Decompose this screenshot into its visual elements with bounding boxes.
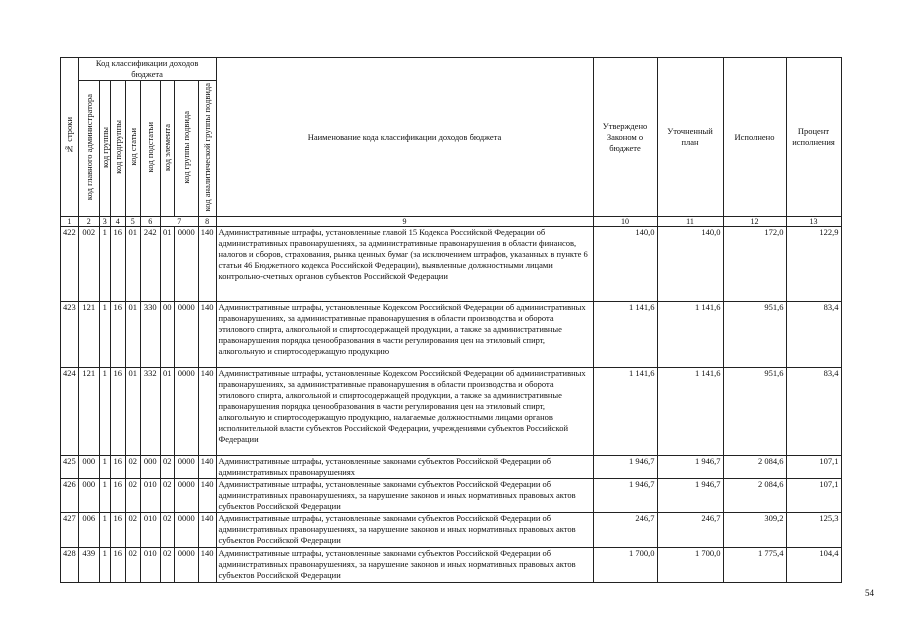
cell-no: 425: [61, 456, 79, 479]
cell-name: Административные штрафы, установленные законами субъектов Российской Федерации об административных правонарушениях, за нарушение законов и иных нормативных правовых актов субъектов Российской Федерации: [216, 513, 593, 548]
table-row: [61, 368, 842, 456]
cell-sg: 16: [110, 302, 125, 368]
cell-executed: 951,6: [723, 302, 786, 368]
table-row: [61, 548, 842, 583]
cell-no: 424: [61, 368, 79, 456]
header-refined: Уточненный план: [657, 58, 723, 217]
cell-g: 1: [99, 227, 110, 302]
cell-refined: 1 141,6: [657, 302, 723, 368]
cell-approved: 1 946,7: [593, 479, 657, 513]
cell-approved: 1 946,7: [593, 456, 657, 479]
cell-no: 423: [61, 302, 79, 368]
cell-refined: 1 700,0: [657, 548, 723, 583]
cell-name: Административные штрафы, установленные законами субъектов Российской Федерации об административных правонарушениях: [216, 456, 593, 479]
cell-sub: 330: [140, 302, 160, 368]
cell-approved: 1 141,6: [593, 302, 657, 368]
header-article: код статьи: [125, 81, 140, 217]
cell-admin: 121: [78, 302, 99, 368]
cell-executed: 2 084,6: [723, 456, 786, 479]
page-number: 54: [865, 588, 874, 598]
header-subarticle: код подстатьи: [140, 81, 160, 217]
budget-revenue-table: [60, 57, 842, 583]
cell-pg: 0000: [174, 456, 198, 479]
cell-art: 02: [125, 548, 140, 583]
cell-executed: 172,0: [723, 227, 786, 302]
cell-pg: 0000: [174, 368, 198, 456]
cell-g: 1: [99, 548, 110, 583]
cell-name: Административные штрафы, установленные законами субъектов Российской Федерации об административных правонарушениях, за нарушение законов и иных нормативных правовых актов субъектов Российской Федерации: [216, 479, 593, 513]
col-num: 5: [125, 217, 140, 227]
cell-an: 140: [198, 513, 216, 548]
cell-approved: 246,7: [593, 513, 657, 548]
cell-no: 428: [61, 548, 79, 583]
cell-an: 140: [198, 548, 216, 583]
cell-admin: 000: [78, 456, 99, 479]
cell-no: 427: [61, 513, 79, 548]
cell-admin: 006: [78, 513, 99, 548]
cell-executed: 2 084,6: [723, 479, 786, 513]
cell-art: 02: [125, 513, 140, 548]
col-num: 3: [99, 217, 110, 227]
cell-an: 140: [198, 368, 216, 456]
cell-percent: 122,9: [786, 227, 841, 302]
cell-percent: 104,4: [786, 548, 841, 583]
col-num: 12: [723, 217, 786, 227]
header-approved: Утверждено Законом о бюджете: [593, 58, 657, 217]
cell-sg: 16: [110, 548, 125, 583]
cell-name: Административные штрафы, установленные Кодексом Российской Федерации об административных правонарушениях, за административные правонарушения в области производства и оборота этилового спирта, алкогольной и спиртосодержащей продукции, а также за административные правонарушения порядка ценообразования в части регулирования цен на этиловый спирт, алкогольную и спиртосодержащую продукцию: [216, 302, 593, 368]
col-num: 10: [593, 217, 657, 227]
header-row-no: № строки: [61, 58, 79, 217]
cell-el: 02: [160, 479, 174, 513]
cell-approved: 1 700,0: [593, 548, 657, 583]
cell-approved: 140,0: [593, 227, 657, 302]
col-num: 1: [61, 217, 79, 227]
header-subgroup: код подгруппы: [110, 81, 125, 217]
header-percent: Процент исполнения: [786, 58, 841, 217]
column-number-row: [61, 217, 842, 227]
cell-pg: 0000: [174, 479, 198, 513]
cell-pg: 0000: [174, 227, 198, 302]
cell-an: 140: [198, 302, 216, 368]
header-element: код элемента: [160, 81, 174, 217]
header-executed: Исполнено: [723, 58, 786, 217]
cell-art: 01: [125, 368, 140, 456]
col-num: 2: [78, 217, 99, 227]
cell-el: 02: [160, 548, 174, 583]
cell-art: 01: [125, 227, 140, 302]
table-row: [61, 456, 842, 479]
cell-g: 1: [99, 368, 110, 456]
cell-sg: 16: [110, 479, 125, 513]
cell-refined: 140,0: [657, 227, 723, 302]
col-num: 11: [657, 217, 723, 227]
cell-el: 00: [160, 302, 174, 368]
cell-g: 1: [99, 479, 110, 513]
cell-admin: 000: [78, 479, 99, 513]
col-num: 8: [198, 217, 216, 227]
cell-admin: 002: [78, 227, 99, 302]
cell-admin: 121: [78, 368, 99, 456]
table-row: [61, 227, 842, 302]
header-name: Наименование кода классификации доходов бюджета: [216, 58, 593, 217]
cell-sub: 000: [140, 456, 160, 479]
cell-refined: 1 946,7: [657, 479, 723, 513]
cell-percent: 83,4: [786, 368, 841, 456]
cell-percent: 107,1: [786, 456, 841, 479]
cell-percent: 125,3: [786, 513, 841, 548]
cell-sg: 16: [110, 368, 125, 456]
cell-executed: 1 775,4: [723, 548, 786, 583]
cell-sub: 010: [140, 548, 160, 583]
col-num: 9: [216, 217, 593, 227]
cell-refined: 1 141,6: [657, 368, 723, 456]
cell-approved: 1 141,6: [593, 368, 657, 456]
cell-name: Административные штрафы, установленные Кодексом Российской Федерации об административных правонарушениях, за административные правонарушения в области производства и оборота этилового спирта, алкогольной и спиртосодержащей продукции, а также за административные правонарушения порядка ценообразования в части регулирования цен на этиловый спирт, алкогольную и спиртосодержащую продукцию, налагаемые должностными лицами органов исполнительной власти субъектов Российской Федерации, учреждениями субъектов Российской Федерации: [216, 368, 593, 456]
cell-an: 140: [198, 456, 216, 479]
col-num: 13: [786, 217, 841, 227]
cell-pg: 0000: [174, 513, 198, 548]
cell-no: 422: [61, 227, 79, 302]
cell-g: 1: [99, 513, 110, 548]
cell-el: 01: [160, 368, 174, 456]
cell-percent: 83,4: [786, 302, 841, 368]
cell-name: Административные штрафы, установленные главой 15 Кодекса Российской Федерации об административных правонарушениях, за административные правонарушения в области финансов, налогов и сборов, страхования, рынка ценных бумаг (за исключением штрафов, указанных в пункте 6 статьи 46 Бюджетного кодекса Российской Федерации), выявленные должностными лицами контрольно-счетных органов субъектов Российской Федерации: [216, 227, 593, 302]
cell-sub: 010: [140, 513, 160, 548]
cell-pg: 0000: [174, 302, 198, 368]
cell-g: 1: [99, 456, 110, 479]
cell-sg: 16: [110, 513, 125, 548]
cell-el: 01: [160, 227, 174, 302]
header-prog-group: код группы подвида: [174, 81, 198, 217]
cell-el: 02: [160, 513, 174, 548]
cell-sg: 16: [110, 456, 125, 479]
cell-sg: 16: [110, 227, 125, 302]
header-admin: код главного администратора: [78, 81, 99, 217]
cell-art: 02: [125, 479, 140, 513]
cell-el: 02: [160, 456, 174, 479]
cell-an: 140: [198, 227, 216, 302]
cell-sub: 332: [140, 368, 160, 456]
cell-an: 140: [198, 479, 216, 513]
cell-executed: 951,6: [723, 368, 786, 456]
cell-executed: 309,2: [723, 513, 786, 548]
table-row: [61, 513, 842, 548]
cell-percent: 107,1: [786, 479, 841, 513]
cell-sub: 242: [140, 227, 160, 302]
col-num: 6: [140, 217, 160, 227]
cell-art: 01: [125, 302, 140, 368]
header-classification-group: Код классификации доходов бюджета: [78, 58, 216, 81]
col-num: 4: [110, 217, 125, 227]
header-group: код группы: [99, 81, 110, 217]
table-row: [61, 479, 842, 513]
cell-g: 1: [99, 302, 110, 368]
col-num: 7: [160, 217, 198, 227]
cell-refined: 1 946,7: [657, 456, 723, 479]
cell-sub: 010: [140, 479, 160, 513]
cell-refined: 246,7: [657, 513, 723, 548]
header-analytic: код аналитической группы подвида: [198, 81, 216, 217]
cell-admin: 439: [78, 548, 99, 583]
cell-pg: 0000: [174, 548, 198, 583]
table-body: [61, 227, 842, 583]
table-row: [61, 302, 842, 368]
cell-name: Административные штрафы, установленные законами субъектов Российской Федерации об административных правонарушениях, за нарушение законов и иных нормативных правовых актов субъектов Российской Федерации: [216, 548, 593, 583]
cell-no: 426: [61, 479, 79, 513]
cell-art: 02: [125, 456, 140, 479]
